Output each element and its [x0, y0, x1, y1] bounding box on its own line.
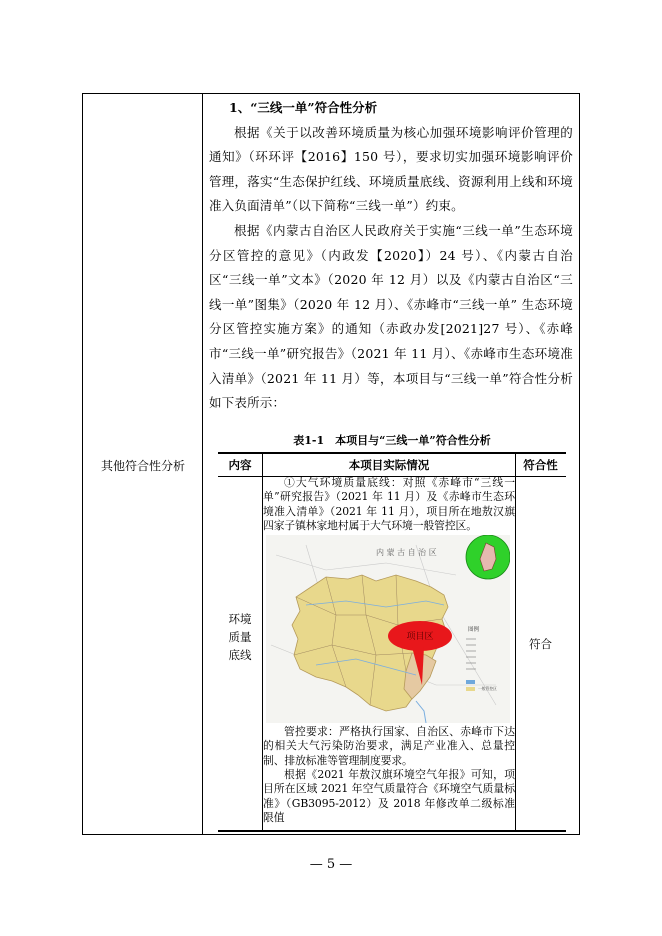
region-title: 内 蒙 古 自 治 区 — [376, 548, 437, 558]
air-report-text: 根据《2021 年敖汉旗环境空气年报》可知，项目所在区域 2021 年空气质量符合《环境空气质量标准》（GB3095-2012）及 2018 年修改单二级标准限值 — [263, 768, 515, 824]
category-column — [83, 94, 203, 834]
header-situation: 本项目实际情况 — [348, 458, 430, 472]
situation-cell — [263, 476, 515, 825]
table-caption: 表1-1 本项目与“三线一单”符合性分析 — [293, 434, 491, 447]
paragraph: 根据《关于以改善环境质量为核心加强环境影响评价管理的通知》（环环评【2016】150 号），要求切实加强环境影响评价管理，落实“生态保护红线、环境质量底线、资源利用上线和环境准入负面清单”（以下简称“三线一单”）约束。 — [209, 124, 573, 214]
page-number: — 5 — — [309, 857, 353, 872]
analysis-text — [209, 96, 573, 416]
header-content: 内容 — [228, 458, 252, 472]
section-heading: 1、“三线一单”符合性分析 — [229, 100, 378, 115]
legend-title: 图例 — [468, 627, 480, 634]
header-conformity: 符合性 — [523, 458, 558, 472]
legend-label: 一般管控区 — [478, 686, 497, 692]
category-label: 其他符合性分析 — [100, 459, 185, 473]
callout-label: 项目区 — [406, 632, 434, 643]
locator-inset — [466, 535, 510, 579]
conformity-value: 符合 — [529, 637, 552, 651]
row-label: 环境 质量 底线 — [228, 612, 252, 662]
region-labels — [376, 547, 437, 557]
paragraph: 根据《内蒙古自治区人民政府关于实施“三线一单”生态环境分区管控的意见》（内政发【2020】）24 号）、《内蒙古自治区“三线一单”文本》（2020 年 12 月）以及《内蒙古自治区“三线一单”图集》（2020 年 12 月）、《赤峰市“三线一单” 生态环境分区管控实施方案》的通知（赤政办发[2021]27 号）、《赤峰市“三线一单”研究报告》（2021 年 11 月）、《赤峰市生态环境准入清单》（2021 年 11 月）等，本项目与“三线一单”符合性分析如下表所示： — [209, 222, 573, 411]
control-zone-map — [266, 535, 510, 723]
table-header-row — [218, 454, 566, 477]
compliance-table — [218, 452, 566, 832]
control-requirements-text: 管控要求：严格执行国家、自治区、赤峰市下达的相关大气污染防治要求，满足产业准入、总量控制、排放标准等管理制度要求。 — [263, 725, 515, 767]
air-quality-text: ①大气环境质量底线：对照《赤峰市“三线一单”研究报告》（2021 年 11 月）及《赤峰市生态环境准入清单》（2021 年 11 月），项目所在地敖汉旗四家子镇林家地村属于大气环境一般管控区。 — [263, 476, 515, 532]
map-figure — [266, 535, 510, 723]
analysis-table — [82, 93, 580, 835]
analysis-column — [204, 94, 580, 834]
